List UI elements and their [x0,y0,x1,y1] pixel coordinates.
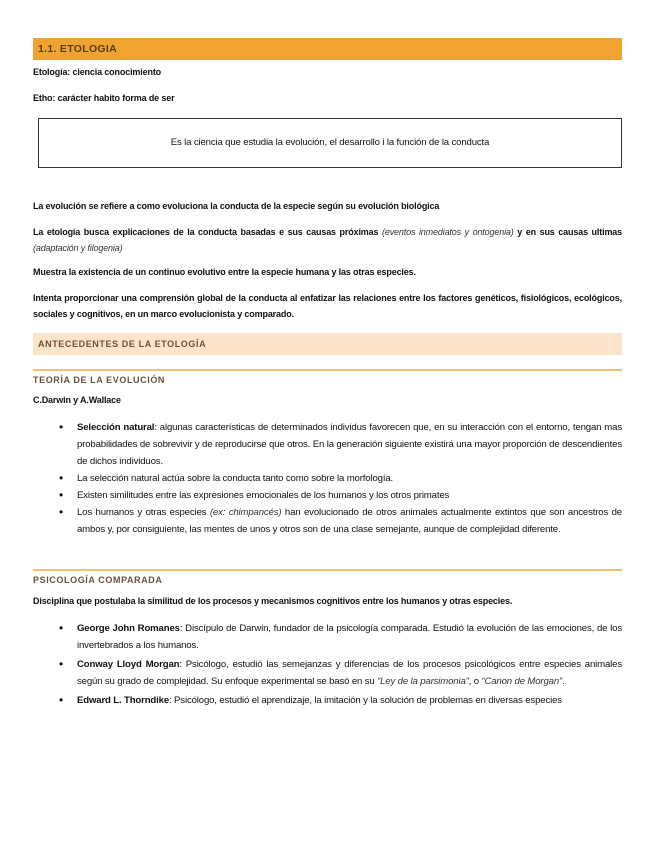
text: : Discípulo de Darwin, fundador de la psicología comparada. Estudió la evolución de las emociones, de los invertebrados a los humanos. [77,623,622,651]
italic-text: (adaptación y filogenia) [33,243,123,253]
bold-term: Conway Lloyd Morgan [77,659,180,670]
bold-term: Selección natural [77,422,155,433]
paragraph-comprension: Intenta proporcionar una comprensión global de la conducta al enfatizar las relaciones entre los factores genéticos, fisiológicos, ecológicos, sociales y cognitivos, en un marco evolucionista y comparado. [33,293,622,319]
teoria-authors: C.Darwin y A.Wallace [33,395,121,405]
psicologia-heading: PSICOLOGÍA COMPARADA [33,575,163,585]
text: La selección natural actúa sobre la conducta tanto como sobre la morfología. [77,473,394,484]
psicologia-intro: Disciplina que postulaba la similitud de los procesos y mecanismos cognitivos entre los humanos y otras especies. [33,596,513,606]
list-item [33,419,622,470]
text: Los humanos y otras especies [77,507,210,518]
text: La etología busca explicaciones de la conducta basadas e sus causas próximas [33,227,382,237]
text: : Psicólogo, estudió el aprendizaje, la imitación y la solución de problemas en diversas especies [169,695,562,706]
text: Existen similitudes entre las expresiones emocionales de los humanos y los otros primates [77,490,450,501]
italic-text: (ex: chimpancés) [209,507,282,518]
definition-etho: Etho: carácter habito forma de ser [33,93,175,103]
italic-text: (eventos inmediatos y ontogenia) [382,227,514,237]
definition-box [38,118,622,168]
section-header: 1.1. ETOLOGIA [33,38,622,60]
divider [33,369,622,371]
list-item [33,504,622,538]
teoria-list [33,419,622,538]
paragraph-causas [33,224,622,256]
italic-text: “Ley de la parsimonia” [377,676,469,687]
text: , o [468,676,482,687]
definition-etologia: Etología: ciencia conocimiento [33,67,162,77]
text: : algunas características de determinados individus favorecen que, en su interacción con el entorno, tengan mas probabilidades de sobrevivir y de reproducirse que otros. En la generación siguiente existirá una mayor proporción de descendientes de dichos individuos. [77,422,622,467]
list-item [33,470,622,487]
list-item [33,620,622,654]
text: y en sus causas ultimas [513,227,623,237]
bold-term: Edward L. Thorndike [77,695,170,706]
paragraph-continuo: Muestra la existencia de un continuo evolutivo entre la especie humana y las otras especies. [33,267,416,277]
italic-text: “Canon de Morgan” [481,676,563,687]
antecedentes-heading: ANTECEDENTES DE LA ETOLOGÍA [33,333,622,355]
text: han evolucionado de otros animales actualmente extintos que son ancestros de ambos y, por consiguiente, las mentes de unos y otros son de una clase semejante, aunque de complejidad diferente. [77,507,622,535]
psicologia-list [33,620,622,709]
list-item [33,487,622,504]
divider [33,569,622,571]
bold-term: George John Romanes [77,623,180,634]
text: : Psicólogo, estudió las semejanzas y diferencias de los procesos psicológicos entre especies animales según su grado de complejidad. Su enfoque experimental se basó en su [77,659,622,687]
teoria-heading: TEORÍA DE LA EVOLUCIÓN [33,375,166,385]
list-item [33,692,622,709]
text: . [562,676,565,687]
paragraph-evolucion: La evolución se refiere a como evoluciona la conducta de la especie según su evolución biológica [33,201,440,211]
definition-text: Es la ciencia que estudia la evolución, el desarrollo i la función de la conducta [170,137,490,148]
list-item [33,656,622,690]
